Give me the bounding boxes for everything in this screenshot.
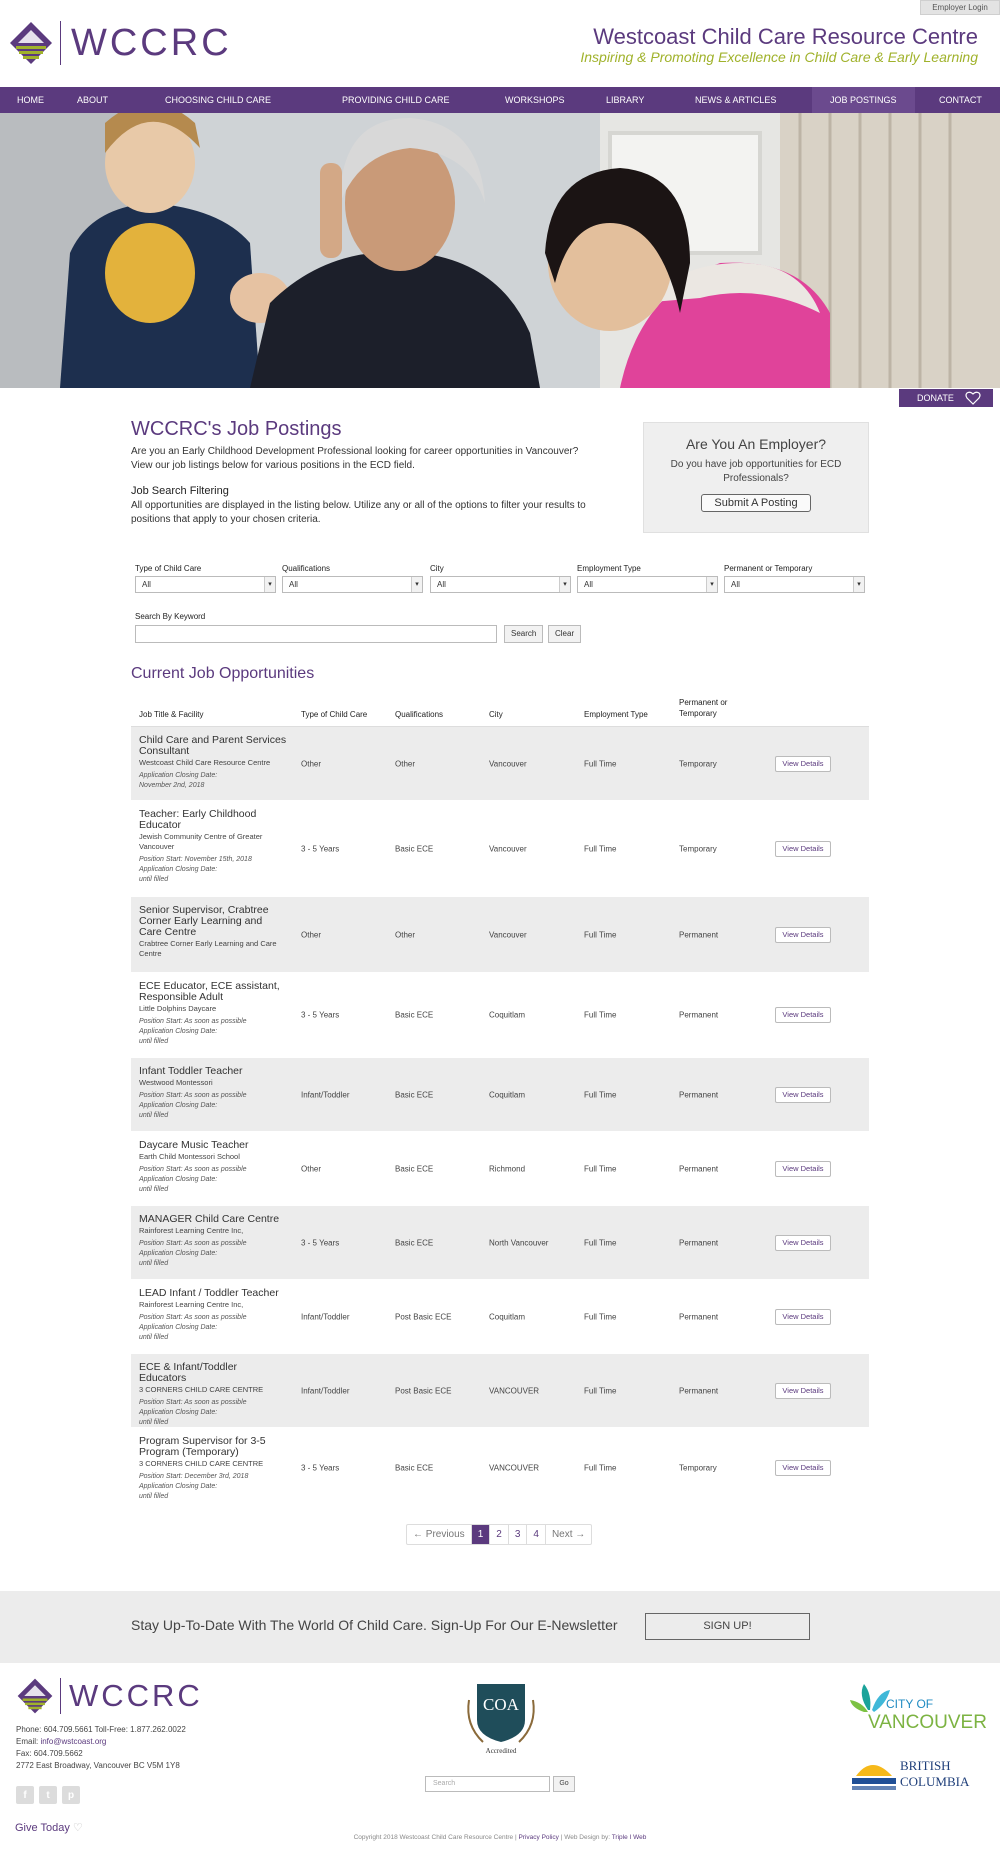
pinterest-icon[interactable]: p: [62, 1786, 80, 1804]
job-city: Coquitlam: [489, 1312, 526, 1321]
job-employment-type: Full Time: [584, 1386, 617, 1395]
job-qualifications: Basic ECE: [395, 1010, 434, 1020]
col-header-qualifications: Qualifications: [395, 710, 444, 719]
job-type-of-child-care: Other: [301, 930, 322, 939]
col-header-city: City: [489, 710, 503, 719]
job-permanent-temporary: Permanent: [679, 1164, 719, 1173]
keyword-input[interactable]: [135, 625, 497, 643]
filter-label: Employment Type: [577, 564, 641, 573]
job-employment-type: Full Time: [584, 930, 617, 939]
logo-divider: [60, 1678, 61, 1714]
filter-qualifications: [282, 564, 423, 593]
job-qualifications: Basic ECE: [395, 1090, 434, 1099]
view-details-button[interactable]: View Details: [775, 841, 831, 857]
job-qualifications: Basic ECE: [395, 1463, 434, 1472]
table-row: [131, 1132, 869, 1206]
job-employment-type: Full Time: [584, 1312, 617, 1321]
nav-providing-child-care[interactable]: PROVIDING CHILD CARE: [342, 95, 450, 105]
filter-label: Permanent or Temporary: [724, 564, 813, 573]
table-row: [131, 1354, 869, 1428]
table-row: [131, 801, 869, 897]
job-title-cell: [139, 1140, 287, 1195]
coa-accreditation-badge: [463, 1680, 539, 1756]
job-notes: Position Start: December 3rd, 2018 Application Closing Date: until filled: [139, 1473, 249, 1500]
job-notes: Position Start: As soon as possible Application Closing Date: until filled: [139, 1399, 247, 1426]
employer-title: Are You An Employer?: [685, 436, 827, 452]
qualifications-select[interactable]: All ▾: [282, 576, 423, 593]
job-facility: Earth Child Montessori School: [139, 1152, 240, 1161]
british-text: BRITISH: [900, 1758, 951, 1773]
pagination-page-4[interactable]: 4: [527, 1525, 546, 1544]
job-notes: Application Closing Date: November 2nd, 2018: [139, 772, 218, 789]
job-notes: Position Start: November 15th, 2018 Application Closing Date: until filled: [139, 856, 252, 883]
job-facility: Rainforest Learning Centre Inc,: [139, 1226, 244, 1235]
job-permanent-temporary: Permanent: [679, 1312, 719, 1321]
job-city: Vancouver: [489, 759, 527, 768]
job-facility: Little Dolphins Daycare: [139, 1004, 217, 1013]
job-title[interactable]: MANAGER Child Care Centre: [139, 1213, 280, 1225]
chevron-down-icon: ▾: [559, 577, 570, 592]
filter-permanent-or-temporary: [724, 564, 865, 593]
jobs-section-title: Current Job Opportunities: [131, 665, 315, 682]
social-links: [16, 1786, 80, 1804]
job-type-of-child-care: 3 - 5 Years: [301, 1238, 340, 1247]
col-header-employment-type: Employment Type: [584, 710, 648, 719]
filter-label: Type of Child Care: [135, 564, 202, 573]
view-details-button[interactable]: View Details: [775, 1383, 831, 1399]
donate-button[interactable]: [899, 389, 993, 407]
job-title[interactable]: ECE Educator, ECE assistant, Responsible Adult: [139, 980, 280, 1003]
job-employment-type: Full Time: [584, 759, 617, 768]
job-qualifications: Other: [395, 930, 416, 939]
donate-label: DONATE: [917, 393, 954, 403]
job-title-cell: [139, 905, 287, 962]
job-city: North Vancouver: [489, 1238, 549, 1247]
intro-text: Are you an Early Childhood Development Professional looking for career opportunities in Vancouver? View our job listings below for various positions in the ECD field.: [131, 446, 579, 471]
chevron-down-icon: ▾: [853, 577, 864, 592]
logo-text: WCCRC: [71, 21, 232, 64]
footer-contact: [16, 1724, 186, 1772]
hero-image: [0, 113, 1000, 388]
job-title-cell: [139, 735, 287, 791]
job-type-of-child-care: 3 - 5 Years: [301, 844, 340, 853]
table-header: [131, 693, 869, 727]
job-notes: Position Start: As soon as possible Application Closing Date: until filled: [139, 1092, 247, 1119]
job-permanent-temporary: Permanent: [679, 1010, 719, 1020]
design-credit-text: | Web Design by:: [558, 1834, 612, 1841]
filter-label: Qualifications: [282, 564, 331, 573]
col-header-permanent: Permanent or Temporary: [679, 698, 728, 718]
view-details-button[interactable]: View Details: [775, 1460, 831, 1476]
footer-logo-text: WCCRC: [69, 1678, 203, 1713]
job-permanent-temporary: Permanent: [679, 1386, 719, 1395]
filter-heading: Job Search Filtering: [131, 485, 229, 497]
site-title: Westcoast Child Care Resource Centre: [593, 24, 978, 49]
job-type-of-child-care: Infant/Toddler: [301, 1090, 350, 1099]
table-row: [131, 1280, 869, 1354]
logo-mark-icon: [8, 20, 54, 66]
job-notes: Position Start: As soon as possible Application Closing Date: until filled: [139, 1240, 247, 1267]
filter-employment-type: [577, 564, 718, 593]
job-permanent-temporary: Permanent: [679, 1090, 719, 1099]
filter-description: All opportunities are displayed in the listing below. Utilize any or all of the options to filter your results to positions that apply to your chosen criteria.: [131, 500, 586, 525]
job-type-of-child-care: Other: [301, 759, 322, 768]
copyright-text: Copyright 2018 Westcoast Child Care Resource Centre |: [353, 1834, 519, 1841]
footer-logo[interactable]: [16, 1677, 203, 1715]
job-employment-type: Full Time: [584, 1463, 617, 1472]
job-type-of-child-care: Infant/Toddler: [301, 1386, 350, 1395]
job-employment-type: Full Time: [584, 1090, 617, 1099]
job-type-of-child-care: 3 - 5 Years: [301, 1010, 340, 1020]
job-city: Richmond: [489, 1164, 526, 1173]
job-title[interactable]: ECE & Infant/Toddler Educators: [139, 1361, 238, 1384]
job-type-of-child-care: 3 - 5 Years: [301, 1463, 340, 1472]
columbia-text: COLUMBIA: [900, 1774, 970, 1789]
submit-posting-button[interactable]: Submit A Posting: [701, 494, 810, 512]
city-select[interactable]: All ▾: [430, 576, 571, 593]
copyright-bar: [0, 1834, 1000, 1841]
view-details-button[interactable]: View Details: [775, 756, 831, 772]
nav-about[interactable]: ABOUT: [77, 95, 109, 105]
job-title[interactable]: Child Care and Parent Services Consultant: [139, 734, 287, 757]
twitter-icon[interactable]: t: [39, 1786, 57, 1804]
job-title[interactable]: LEAD Infant / Toddler Teacher: [139, 1287, 279, 1299]
job-qualifications: Basic ECE: [395, 1164, 434, 1173]
job-city: Vancouver: [489, 930, 527, 939]
table-row: [131, 897, 869, 973]
job-facility: Rainforest Learning Centre Inc,: [139, 1300, 244, 1309]
city-of-vancouver-logo: [850, 1680, 990, 1735]
job-qualifications: Post Basic ECE: [395, 1386, 452, 1395]
job-qualifications: Other: [395, 759, 416, 768]
col-header-title: Job Title & Facility: [139, 710, 204, 719]
pagination-previous[interactable]: ← Previous: [407, 1525, 472, 1544]
col-header-type: Type of Child Care: [301, 710, 368, 719]
table-row: [131, 727, 869, 801]
coa-subtext: Accredited: [485, 1747, 517, 1755]
job-title-cell: [139, 1288, 287, 1343]
nav-library[interactable]: LIBRARY: [606, 95, 645, 105]
job-permanent-temporary: Temporary: [679, 759, 717, 768]
permanent-temporary-select[interactable]: All ▾: [724, 576, 865, 593]
nav-contact[interactable]: CONTACT: [939, 95, 982, 105]
page-title: WCCRC's Job Postings: [131, 418, 342, 440]
job-title[interactable]: Senior Supervisor, Crabtree Corner Early Learning and Care Centre: [139, 904, 269, 938]
logo-divider: [60, 21, 61, 65]
view-details-button[interactable]: View Details: [775, 1007, 831, 1023]
footer-email-link[interactable]: info@wstcoast.org: [40, 1737, 107, 1746]
table-row: [131, 973, 869, 1058]
heart-icon: ♡: [72, 1822, 83, 1834]
job-facility: Westcoast Child Care Resource Centre: [139, 758, 271, 767]
newsletter-text: Stay Up-To-Date With The World Of Child Care. Sign-Up For Our E-Newsletter: [131, 1617, 618, 1633]
pagination-page-2[interactable]: 2: [490, 1525, 509, 1544]
job-city: VANCOUVER: [489, 1463, 540, 1472]
job-city: Coquitlam: [489, 1090, 526, 1099]
pagination: [406, 1524, 592, 1545]
footer-search-input[interactable]: Search: [425, 1776, 550, 1792]
job-title-cell: [139, 981, 287, 1047]
pagination-page-1[interactable]: 1: [472, 1525, 491, 1544]
chevron-down-icon: ▾: [411, 577, 422, 592]
job-title[interactable]: Teacher: Early Childhood Educator: [139, 808, 257, 831]
signup-button[interactable]: SIGN UP!: [645, 1613, 810, 1640]
job-facility: 3 CORNERS CHILD CARE CENTRE: [139, 1459, 264, 1468]
job-facility: Westwood Montessori: [139, 1078, 213, 1087]
job-permanent-temporary: Permanent: [679, 930, 719, 939]
footer-email-label: Email:: [16, 1737, 41, 1746]
job-notes: Position Start: As soon as possible Application Closing Date: until filled: [139, 1314, 247, 1341]
site-tagline: Inspiring & Promoting Excellence in Child Care & Early Learning: [580, 49, 978, 65]
coa-text: COA: [483, 1695, 519, 1714]
facebook-icon[interactable]: f: [16, 1786, 34, 1804]
view-details-button[interactable]: View Details: [775, 1309, 831, 1325]
job-title[interactable]: Program Supervisor for 3-5 Program (Temporary): [139, 1435, 266, 1458]
nav-news-articles[interactable]: NEWS & ARTICLES: [695, 95, 777, 105]
job-city: Coquitlam: [489, 1010, 526, 1020]
logo-mark-icon: [16, 1677, 54, 1715]
view-details-button[interactable]: View Details: [775, 1161, 831, 1177]
nav-choosing-child-care[interactable]: CHOOSING CHILD CARE: [165, 95, 272, 105]
employer-text: Do you have job opportunities for ECD Professionals?: [670, 459, 842, 484]
pagination-next[interactable]: Next →: [551, 1529, 586, 1540]
vancouver-text: VANCOUVER: [868, 1712, 987, 1733]
filter-city: [430, 564, 571, 593]
view-details-button[interactable]: View Details: [775, 1235, 831, 1251]
job-type-of-child-care: Other: [301, 1164, 322, 1173]
job-employment-type: Full Time: [584, 844, 617, 853]
job-facility: Jewish Community Centre of Greater Vancouver: [139, 832, 263, 851]
employer-callout: [643, 422, 869, 533]
job-permanent-temporary: Temporary: [679, 1463, 717, 1472]
site-logo[interactable]: [8, 20, 232, 66]
job-title-cell: [139, 1436, 287, 1502]
job-city: Vancouver: [489, 844, 527, 853]
job-employment-type: Full Time: [584, 1164, 617, 1173]
job-notes: Position Start: As soon as possible Application Closing Date: until filled: [139, 1166, 247, 1193]
job-title-cell: [139, 1214, 287, 1269]
privacy-policy-link[interactable]: Privacy Policy: [518, 1834, 559, 1841]
pagination-page-3[interactable]: 3: [509, 1525, 528, 1544]
filter-label: City: [430, 564, 444, 573]
employment-type-select[interactable]: All ▾: [577, 576, 718, 593]
job-type-of-child-care: Infant/Toddler: [301, 1312, 350, 1321]
footer-email-row: [16, 1736, 186, 1748]
footer-address: 2772 East Broadway, Vancouver BC V5M 1Y8: [16, 1761, 180, 1770]
job-permanent-temporary: Temporary: [679, 844, 717, 853]
job-qualifications: Basic ECE: [395, 1238, 434, 1247]
nav-workshops[interactable]: WORKSHOPS: [505, 95, 565, 105]
job-title[interactable]: Daycare Music Teacher: [139, 1139, 249, 1151]
job-employment-type: Full Time: [584, 1238, 617, 1247]
footer-fax: Fax: 604.709.5662: [16, 1749, 83, 1758]
chevron-down-icon: ▾: [706, 577, 717, 592]
job-title[interactable]: Infant Toddler Teacher: [139, 1065, 243, 1077]
chevron-down-icon: ▾: [264, 577, 275, 592]
filter-type-of-child-care: [135, 564, 276, 593]
job-employment-type: Full Time: [584, 1010, 617, 1020]
table-row: [131, 1058, 869, 1132]
footer-go-button[interactable]: Go: [553, 1776, 575, 1792]
view-details-button[interactable]: View Details: [775, 1087, 831, 1103]
keyword-label: Search By Keyword: [135, 612, 206, 621]
job-qualifications: Post Basic ECE: [395, 1312, 452, 1321]
city-of-text: CITY OF: [886, 1697, 934, 1711]
job-title-cell: [139, 1066, 287, 1121]
nav-job-postings[interactable]: JOB POSTINGS: [812, 87, 915, 113]
search-button[interactable]: Search: [504, 625, 543, 643]
job-city: VANCOUVER: [489, 1386, 540, 1395]
type-of-child-care-select[interactable]: All ▾: [135, 576, 276, 593]
footer-phone: Phone: 604.709.5661 Toll-Free: 1.877.262.0022: [16, 1725, 186, 1734]
job-facility: Crabtree Corner Early Learning and Care Centre: [139, 939, 277, 958]
main-nav: [0, 87, 1000, 113]
job-title-cell: [139, 809, 287, 885]
job-facility: 3 CORNERS CHILD CARE CENTRE: [139, 1385, 264, 1394]
designer-link[interactable]: Triple I Web: [611, 1834, 647, 1841]
jobs-table: [131, 693, 869, 1508]
newsletter-band: [0, 1591, 1000, 1663]
job-qualifications: Basic ECE: [395, 844, 434, 853]
table-row: [131, 1428, 869, 1508]
job-notes: Position Start: As soon as possible Application Closing Date: until filled: [139, 1018, 247, 1045]
british-columbia-logo: [852, 1752, 992, 1792]
table-row: [131, 1206, 869, 1280]
heart-icon: [965, 391, 981, 405]
nav-home[interactable]: HOME: [17, 95, 44, 105]
clear-button[interactable]: Clear: [548, 625, 581, 643]
employer-login-button[interactable]: Employer Login: [920, 0, 1000, 15]
view-details-button[interactable]: View Details: [775, 927, 831, 943]
give-today-link[interactable]: Give Today ♡: [15, 1822, 83, 1834]
job-permanent-temporary: Permanent: [679, 1238, 719, 1247]
job-title-cell: [139, 1362, 287, 1428]
